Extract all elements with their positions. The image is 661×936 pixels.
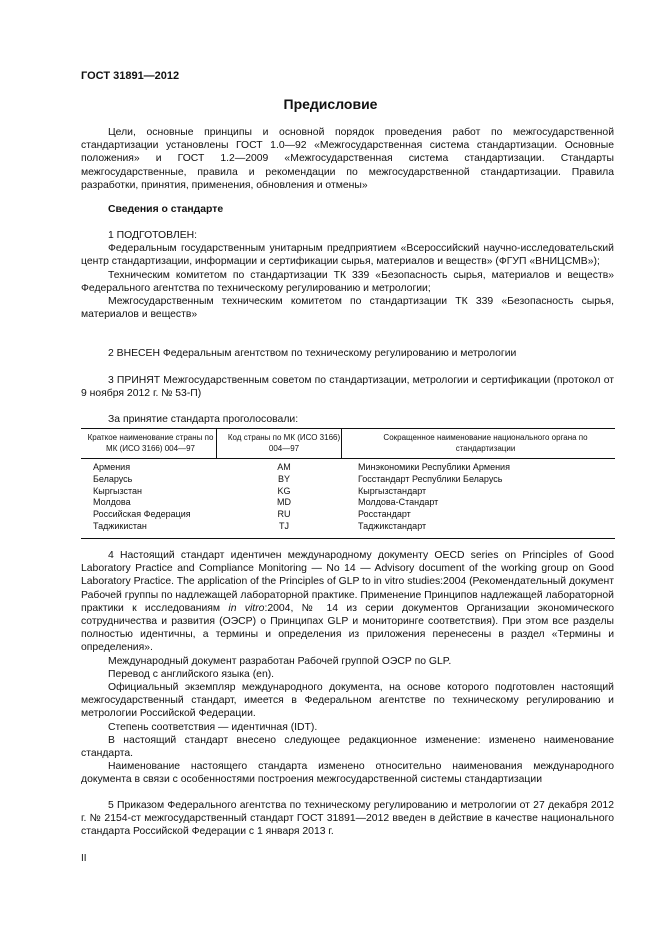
section-1 bbox=[81, 229, 614, 321]
table-header-row bbox=[81, 428, 615, 459]
section-4-paragraph-6: В настоящий стандарт внесено следующее редакционное изменение: изменено наименование стандарта. bbox=[81, 734, 614, 760]
table-header-agency: Сокращенное наименование национального органа по стандартизации bbox=[348, 428, 615, 459]
section-4-paragraph-3: Перевод с английского языка (en). bbox=[108, 668, 275, 680]
agency-cell: Таджикстандарт bbox=[358, 520, 427, 531]
table-row bbox=[81, 459, 615, 474]
table-row bbox=[81, 486, 615, 498]
intro-paragraph: Цели, основные принципы и основной порядок проведения работ по межгосударственной стандартизации установлены ГОСТ 1.0—92 «Межгосударственная система стандартизации. Основные положения» и ГОСТ 1.2—2009 «Межгосударственная система стандартизации. Стандарты межгосударственные, правила и рекомендации по межгосударственной стандартизации. Правила разработки, принятия, применения, обновления и отмены» bbox=[81, 127, 614, 191]
section-4-paragraph-1 bbox=[81, 549, 614, 655]
section-2-paragraph: 2 ВНЕСЕН Федеральным агентством по техническому регулированию и метрологии bbox=[108, 348, 517, 359]
code-cell: RU bbox=[277, 509, 291, 520]
agency-cell: Госстандарт Республики Беларусь bbox=[358, 473, 503, 484]
code-cell: AM bbox=[277, 462, 291, 472]
agency-cell: Молдова-Стандарт bbox=[358, 497, 439, 508]
section-2 bbox=[81, 347, 614, 360]
page-number: II bbox=[81, 853, 87, 864]
table-row bbox=[81, 521, 615, 536]
section-4-text-a: 4 Настоящий стандарт идентичен международному документу OECD series on Principles of Good Laboratory Practice and Compliance Monitoring — No 14 — Advisory document of the working group on Good Laboratory Practice. The application of the Principles of GLP to in vitro studies:2004 (Рекомендательный документ Рабочей группы по надлежащей лабораторной практике. Применение Принципов надлежащей лабораторной практики к исследованиям bbox=[81, 550, 614, 614]
country-cell: Российская Федерация bbox=[93, 509, 191, 520]
section-4-paragraph-2: Международный документ разработан Рабочей группой ОЭСР по GLP. bbox=[108, 655, 452, 667]
code-cell: KG bbox=[277, 485, 291, 496]
table-header-country: Краткое наименование страны по МК (ИСО 3166) 004—97 bbox=[81, 428, 220, 459]
voted-label-block bbox=[81, 413, 614, 426]
code-cell: BY bbox=[277, 473, 290, 484]
info-heading: Сведения о стандарте bbox=[108, 204, 224, 215]
section-4-paragraph-7: Наименование настоящего стандарта изменено относительно наименования международного документа в связи с особенностями построения межгосударственной системы стандартизации bbox=[81, 761, 614, 786]
table-row bbox=[81, 474, 615, 486]
document-code: ГОСТ 31891—2012 bbox=[81, 70, 180, 82]
intro-section bbox=[81, 126, 614, 192]
table-row bbox=[81, 497, 615, 509]
section-1-paragraph-2: Техническим комитетом по стандартизации ТК 339 «Безопасность сырья, материалов и веществ» Федерального агентства по техническому регулированию и метрологии; bbox=[81, 269, 614, 294]
agency-cell: Кыргызстандарт bbox=[358, 485, 427, 496]
table-row bbox=[81, 509, 615, 521]
section-1-paragraph-3: Межгосударственным техническим комитетом по стандартизации ТК 339 «Безопасность сырья, материалов и веществ» bbox=[81, 296, 614, 321]
section-1-title: 1 ПОДГОТОВЛЕН: bbox=[108, 230, 198, 241]
country-cell: Кыргызстан bbox=[93, 485, 142, 496]
section-4-text-b: :2004, № 14 из серии документов Организации экономического сотрудничества и развития (ОЭСР) о Принципах GLP и мониторинге соответствия). При этом все разделы полностью идентичны, а термины и определения из приложения перенесены в раздел «Термины и определения». bbox=[81, 602, 614, 654]
country-cell: Беларусь bbox=[93, 473, 133, 484]
table-header-code: Код страны по МК (ИСО 3166) 004—97 bbox=[220, 428, 348, 459]
code-cell: TJ bbox=[279, 520, 289, 531]
section-1-paragraph-1: Федеральным государственным унитарным предприятием «Всероссийский научно-исследовательский центр стандартизации, информации и сертификации сырья, материалов и веществ» (ФГУП «ВНИЦСМВ»); bbox=[81, 243, 614, 268]
section-4 bbox=[81, 549, 614, 787]
section-5 bbox=[81, 799, 614, 839]
section-4-italic: in vitro bbox=[228, 602, 265, 614]
section-4-paragraph-5: Степень соответствия — идентичная (IDT). bbox=[108, 721, 318, 733]
section-3-paragraph: 3 ПРИНЯТ Межгосударственным советом по стандартизации, метрологии и сертификации (протокол от 9 ноября 2012 г. № 53-П) bbox=[81, 375, 614, 400]
page-title: Предисловие bbox=[283, 96, 378, 112]
section-4-paragraph-4: Официальный экземпляр международного документа, на основе которого подготовлен настоящий межгосударственный стандарт, имеется в Федеральном агентстве по техническому регулированию и метрологии Российской Федерации. bbox=[81, 682, 614, 720]
agency-cell: Минэкономики Республики Армения bbox=[358, 462, 510, 472]
section-5-paragraph: 5 Приказом Федерального агентства по техническому регулированию и метрологии от 27 декабря 2012 г. № 2154-ст межгосударственный стандарт ГОСТ 31891—2012 введен в действие в качестве национального стандарта Российской Федерации с 1 января 2013 г. bbox=[81, 800, 614, 838]
section-3 bbox=[81, 374, 614, 400]
country-cell: Молдова bbox=[93, 497, 131, 508]
code-cell: MD bbox=[277, 497, 291, 508]
agency-cell: Росстандарт bbox=[358, 509, 411, 520]
standards-table bbox=[81, 428, 615, 536]
country-cell: Таджикистан bbox=[93, 520, 147, 531]
voted-label: За принятие стандарта проголосовали: bbox=[108, 414, 299, 425]
country-cell: Армения bbox=[93, 462, 131, 472]
